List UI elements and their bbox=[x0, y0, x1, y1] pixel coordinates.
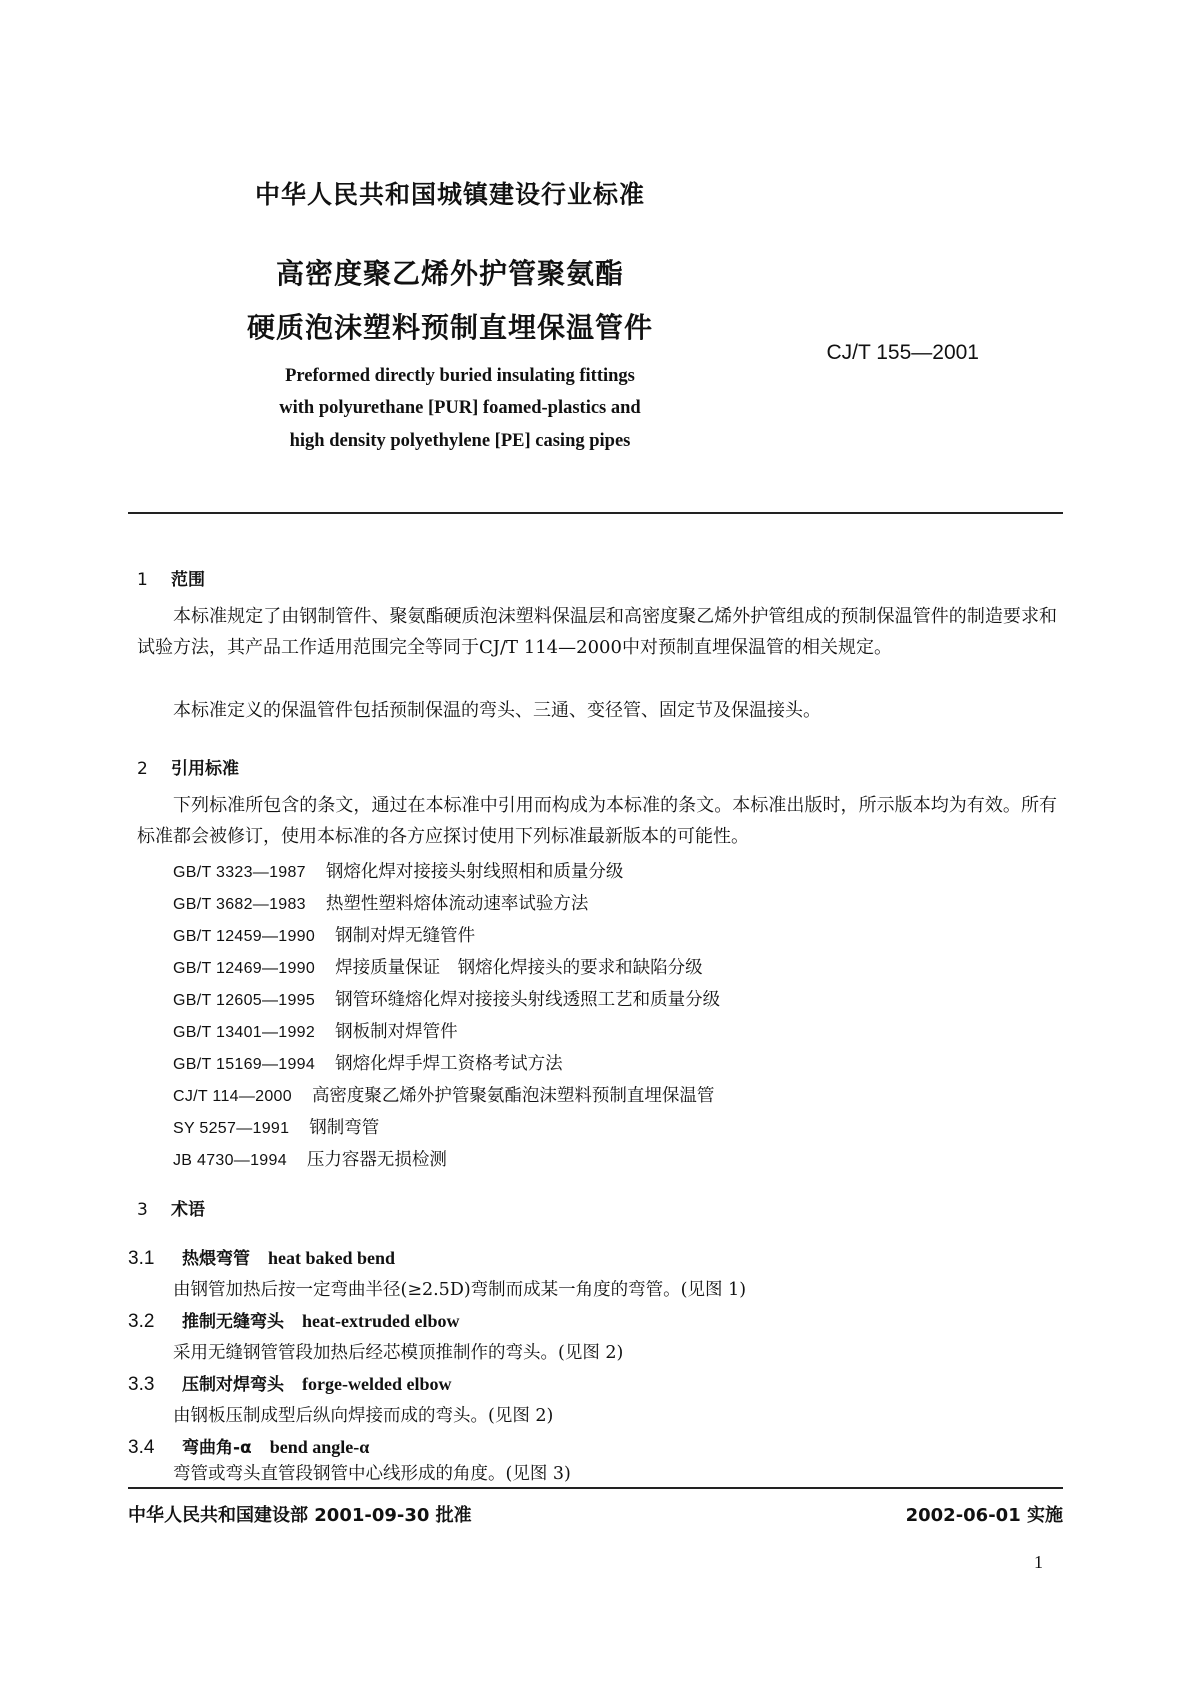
section-title: 引用标准 bbox=[171, 759, 239, 779]
header-divider bbox=[128, 512, 1063, 514]
reference-item bbox=[173, 1146, 447, 1171]
title-en-line-2: with polyurethane [PUR] foamed-plastics and bbox=[279, 398, 641, 418]
reference-item bbox=[173, 1018, 458, 1043]
definition-heading bbox=[128, 1244, 395, 1270]
definition-text: 由钢管加热后按一定弯曲半径(≥2.5D)弯制而成某一角度的弯管。(见图 1) bbox=[173, 1280, 747, 1300]
reference-title: 钢熔化焊对接接头射线照相和质量分级 bbox=[325, 862, 624, 882]
reference-item bbox=[173, 922, 475, 947]
reference-item bbox=[173, 1114, 379, 1139]
section-1-heading bbox=[137, 565, 205, 590]
section-1-paragraph-2: 本标准定义的保温管件包括预制保温的弯头、三通、变径管、固定节及保温接头。 bbox=[173, 700, 821, 721]
reference-code: GB/T 12605—1995 bbox=[173, 992, 316, 1009]
title-en-line-1: Preformed directly buried insulating fittings bbox=[285, 366, 635, 386]
definition-text: 由钢板压制成型后纵向焊接而成的弯头。(见图 2) bbox=[173, 1406, 554, 1426]
approval-statement: 中华人民共和国建设部 2001-09-30 批准 bbox=[128, 1505, 472, 1526]
reference-title: 高密度聚乙烯外护管聚氨酯泡沫塑料预制直埋保温管 bbox=[311, 1086, 715, 1106]
section-3-heading bbox=[137, 1195, 205, 1220]
definition-number: 3.4 bbox=[128, 1437, 155, 1458]
definition-term-cn: 推制无缝弯头 bbox=[182, 1312, 284, 1332]
definition-text: 弯管或弯头直管段钢管中心线形成的角度。(见图 3) bbox=[173, 1464, 571, 1484]
section-number: 1 bbox=[137, 570, 148, 590]
reference-code: GB/T 13401—1992 bbox=[173, 1024, 316, 1041]
title-cn-line-2: 硬质泡沫塑料预制直埋保温管件 bbox=[246, 311, 653, 344]
reference-item bbox=[173, 1050, 563, 1075]
reference-title: 钢板制对焊管件 bbox=[335, 1022, 458, 1042]
reference-item bbox=[173, 1082, 714, 1107]
section-number: 2 bbox=[137, 759, 148, 779]
implementation-date: 2002-06-01 实施 bbox=[905, 1505, 1063, 1526]
page-number: 1 bbox=[1034, 1552, 1043, 1572]
section-title: 范围 bbox=[171, 570, 205, 590]
section-2-heading bbox=[137, 754, 239, 779]
definition-term-cn: 弯曲角-α bbox=[182, 1438, 252, 1458]
reference-title: 热塑性塑料熔体流动速率试验方法 bbox=[325, 894, 589, 914]
issuing-organization: 中华人民共和国城镇建设行业标准 bbox=[254, 180, 645, 209]
definition-heading bbox=[128, 1433, 369, 1459]
definition-term-en: heat-extruded elbow bbox=[302, 1311, 460, 1331]
reference-title: 钢管环缝熔化焊对接接头射线透照工艺和质量分级 bbox=[335, 990, 721, 1010]
definition-term-en: bend angle-α bbox=[269, 1437, 370, 1457]
footer-divider bbox=[128, 1487, 1063, 1489]
reference-title: 钢制弯管 bbox=[309, 1118, 380, 1138]
standard-code: CJ/T 155—2001 bbox=[826, 341, 979, 364]
reference-code: GB/T 12469—1990 bbox=[173, 960, 316, 977]
reference-item bbox=[173, 954, 703, 979]
reference-title: 压力容器无损检测 bbox=[306, 1150, 447, 1170]
section-number: 3 bbox=[137, 1200, 148, 1220]
reference-item bbox=[173, 890, 588, 915]
definition-number: 3.1 bbox=[128, 1248, 155, 1269]
reference-item bbox=[173, 986, 720, 1011]
reference-code: GB/T 3682—1983 bbox=[173, 896, 306, 913]
definition-term-cn: 热煨弯管 bbox=[182, 1249, 250, 1269]
reference-title: 焊接质量保证 钢熔化焊接头的要求和缺陷分级 bbox=[335, 958, 703, 978]
definition-heading bbox=[128, 1370, 451, 1396]
reference-code: GB/T 12459—1990 bbox=[173, 928, 316, 945]
definition-heading bbox=[128, 1307, 459, 1333]
definition-term-cn: 压制对焊弯头 bbox=[182, 1375, 284, 1395]
definition-text: 采用无缝钢管管段加热后经芯模顶推制作的弯头。(见图 2) bbox=[173, 1343, 624, 1363]
definition-term-en: forge-welded elbow bbox=[302, 1374, 452, 1394]
reference-code: JB 4730—1994 bbox=[173, 1152, 287, 1169]
reference-code: GB/T 3323—1987 bbox=[173, 864, 306, 881]
title-en-line-3: high density polyethylene [PE] casing pipes bbox=[289, 431, 631, 451]
section-2-intro: 下列标准所包含的条文，通过在本标准中引用而构成为本标准的条文。本标准出版时，所示版本均为有效。所有标准都会被修订，使用本标准的各方应探讨使用下列标准最新版本的可能性。 bbox=[137, 795, 1057, 847]
reference-item bbox=[173, 858, 623, 883]
definition-term-en: heat baked bend bbox=[268, 1248, 396, 1268]
section-1-paragraph-1: 本标准规定了由钢制管件、聚氨酯硬质泡沫塑料保温层和高密度聚乙烯外护管组成的预制保温管件的制造要求和试验方法，其产品工作适用范围完全等同于CJ/T 114—2000中对预制直埋保温管的相关规定。 bbox=[137, 606, 1057, 658]
reference-code: GB/T 15169—1994 bbox=[173, 1056, 316, 1073]
reference-title: 钢熔化焊手焊工资格考试方法 bbox=[335, 1054, 563, 1074]
section-title: 术语 bbox=[171, 1200, 205, 1220]
title-cn-line-1: 高密度聚乙烯外护管聚氨酯 bbox=[275, 257, 624, 290]
definition-number: 3.2 bbox=[128, 1311, 155, 1332]
reference-title: 钢制对焊无缝管件 bbox=[335, 926, 476, 946]
reference-code: SY 5257—1991 bbox=[173, 1120, 290, 1137]
definition-number: 3.3 bbox=[128, 1374, 155, 1395]
reference-code: CJ/T 114—2000 bbox=[173, 1088, 292, 1105]
